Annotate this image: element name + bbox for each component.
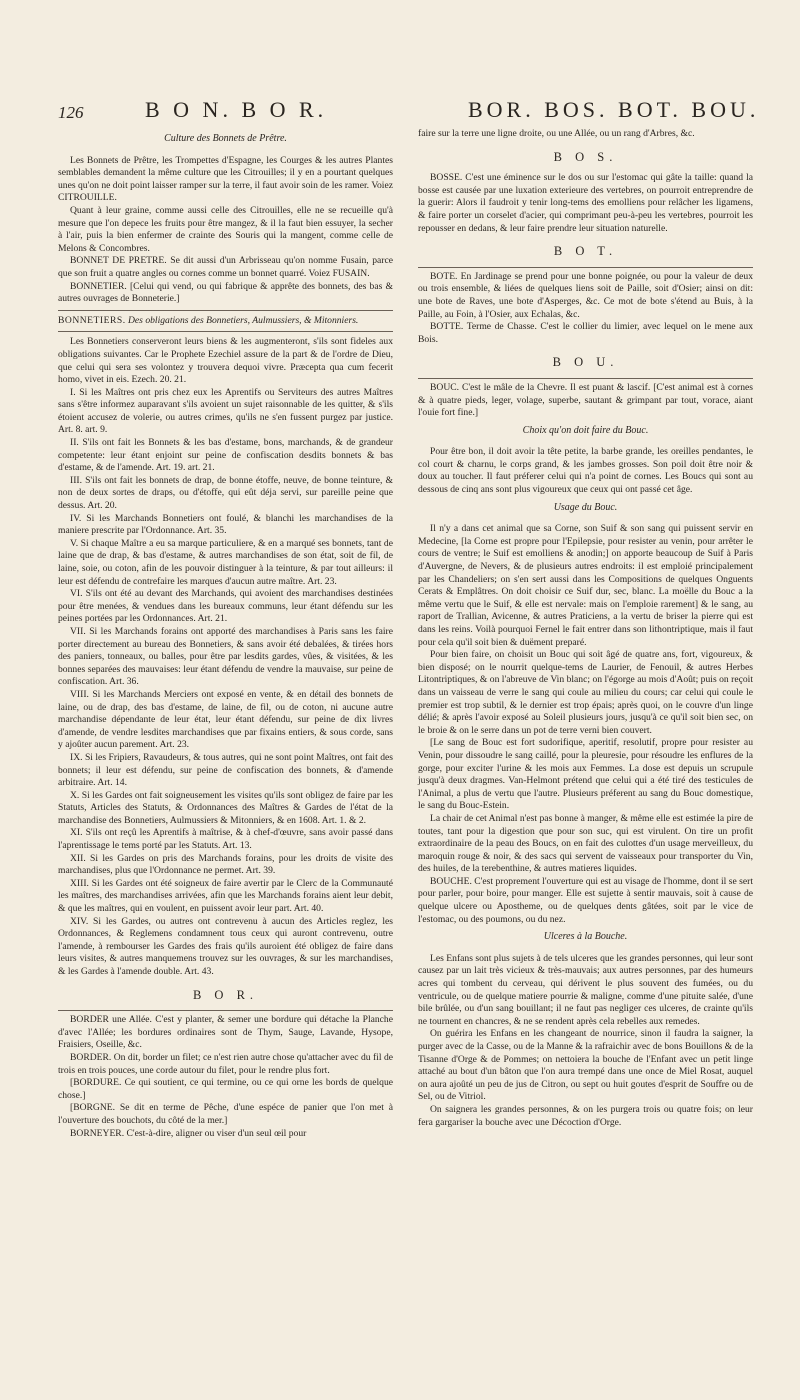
divider xyxy=(58,1010,393,1011)
subheading-ulceres: Ulceres à la Bouche. xyxy=(543,931,628,943)
paragraph: On saignera les grandes personnes, & on les purgera trois ou quatre fois; on leur fera gargariser la bouche avec une Décoction d'Orge. xyxy=(418,1103,753,1128)
paragraph: [BORGNE. Se dit en terme de Pêche, d'une espéce de panier que l'on met à l'ouverture des bouchots, du côté de la mer.] xyxy=(58,1102,393,1126)
heading-bonnetiers-word: BONNETIERS. xyxy=(58,314,126,326)
subheading-choix: Choix qu'on doit faire du Bouc. xyxy=(522,424,649,436)
heading-bonnetiers-italic: Des obligations des Bonnetiers, Aulmussiers, & Mitonniers. xyxy=(128,314,359,326)
section-bot: B O T. xyxy=(553,244,618,259)
article: XII. Si les Gardes on pris des Marchands forains, pour les droits de visite des marchandises, plus que l'Ordonnance ne permet. Art. 39. xyxy=(58,852,393,877)
article: XIV. Si les Gardes, ou autres ont contrevenu à aucun des Articles reglez, les Ordonnances, & Reglemens condamnent tous ceux qui auront contrevenu, outre l'amende, à rembourser les Gardes des frais qu'ils auroient été obligez de faire dans leurs visites, & autres manquemens trouvez sur les ouvrages, & sur les marchandises, & les Gardes à l'amende double. Art. 43. xyxy=(58,915,393,977)
article: II. S'ils ont fait les Bonnets & les bas d'estame, bons, marchands, & de grandeur competente: leur étant enjoint sur peine de confiscation desdits bonnets & bas d'estame, & de l'amende. Art. 19. art. 21. xyxy=(58,437,393,474)
article: V. Si chaque Maître a eu sa marque particuliere, & en a marqué ses bonnets, tant de laine que de drap, & bas d'estame, & autres marchandises de son état, soit de fil, de laine, soie, ou coton, afin de les pouvoir distinguer à la teinture, & par tout ailleurs: il leur est défendu de contrefaire les marques d'aucun autre maître. Art. 23. xyxy=(58,537,393,587)
subheading-culture: Culture des Bonnets de Prêtre. xyxy=(164,133,287,144)
article: VIII. Si les Marchands Merciers ont exposé en vente, & en détail des bonnets de laine, ou de drap, des bas d'estame, de laine, de fil, ou de coton, ni aucune autre marchandise dépendante de leur état, leur étant défendu, sur peine de dix livres d'amende, de vendre lesdites marchandises que par fixains entiers, & sous corde, sans y ajoûter aucun parement. Art. 23. xyxy=(58,688,393,751)
right-column xyxy=(418,128,753,1129)
paragraph: Les Bonnets de Prêtre, les Trompettes d'Espagne, les Courges & les autres Plantes semblables demandent la même culture que les Citrouilles; il y en a pourtant quelques unes qu'on ne doit point laisser ramper sur la terre, il faut avoir soin de les ramer. Voiez CITROUILLE. xyxy=(58,154,393,204)
article: VI. S'ils ont été au devant des Marchands, qui avoient des marchandises destinées pour être menées, & vendues dans les bureaux communs, leur étant défendu sur les peines portées par les Ordonnances. Art. 21. xyxy=(58,588,393,625)
paragraph: BOUCHE. C'est proprement l'ouverture qui est au visage de l'homme, dont il se sert pour parler, pour boire, pour manger. Elle est sujette à sentir mauvais, soit à cause de quelque ulcere ou Apostheme, ou de quelques dents gâtées, soit par le vice de l'estomac, ou des poumons, ou du nez. xyxy=(418,875,753,925)
paragraph: Pour bien faire, on choisit un Bouc qui soit âgé de quatre ans, fort, vigoureux, & bien disposé; on le nourrit quelque-tems de Laurier, de Fenouil, & autres Herbes Litontriptiques, & on l'abreuve de Vin blanc; on l'égorge au mois d'Août; puis on reçoit dans un vaisseau de verre le sang qui coule au milieu du cours; car celui qui coule le premier est trop subtil, & le dernier est trop épais; après quoi, on le couvre d'un linge délié; & après l'avoir exposé au Soleil plusieurs jours, jusqu'à ce qu'il soit bien sec, on le broie & on le serre dans un pot de terre verni bien couvert. xyxy=(418,649,753,736)
divider xyxy=(58,331,393,332)
paragraph: BOSSE. C'est une éminence sur le dos ou sur l'estomac qui gâte la taille: quand la bosse est causée par une luxation exterieure des vertebres, on pourroit entreprendre de la guerir: Alors il faudroit y tenir long-tems des emolliens pour relâcher les ligamens, & faire porter un corselet d'acier, qui comprimant peu-à-peu les vertebres, pourroit les repousser en dedans, & leur faire prendre leur situation naturelle. xyxy=(418,172,753,234)
paragraph: BORDER une Allée. C'est y planter, & semer une bordure qui détache la Planche d'avec l'Allée; les bordures ordinaires sont de Thym, Sauge, Lavande, Hysope, Fraisiers, Oseille, &c. xyxy=(58,1014,393,1051)
paragraph: BORDER. On dit, border un filet; ce n'est rien autre chose qu'attacher avec du fil de trois en trois pouces, une corde autour du filet, pour le rendre plus fort. xyxy=(58,1051,393,1076)
article: I. Si les Maîtres ont pris chez eux les Aprentifs ou Serviteurs des autres Maîtres sans s'être informez auparavant s'ils avoient un sujet raisonnable de les quitter, & s'ils étoient accusez de volerie, ou autres crimes, qu'ils ne s'en fussent purgez par justice. Art. 8. art. 9. xyxy=(58,386,393,436)
divider xyxy=(58,310,393,311)
paragraph: Quant à leur graine, comme aussi celle des Citrouilles, elle ne se recueille qu'à mesure que l'on depece les fruits pour être mangez, & il la faut bien essuyer, la secher à l'air, puis la bien enfermer de crainte des Souris qui la mangent, comme celle de Melons & Concombres. xyxy=(58,204,393,254)
article: IV. Si les Marchands Bonnetiers ont foulé, & blanchi les marchandises de la maniere prescrite par l'Ordonnance. Art. 35. xyxy=(58,512,393,537)
running-head-left: B O N. B O R. xyxy=(145,97,328,122)
paragraph: Il n'y a dans cet animal que sa Corne, son Suif & son sang qui puissent servir en Medecine, [la Corne est propre pour l'Epilepsie, pour resister au venin, pour arrêter le cours de ventre; le Suif est emolliens & anodin;] on apporte beaucoup de Suif à Paris d'Auvergne, de Nevers, & de plusieurs autres endroits: il est emploié principalement par les Chandeliers; on s'en sert aussi dans les Compositions de quelques Onguents Cerats & Emplâtres. On doit choisir ce Suif dur, sec, blanc. La moëlle du Bouc a la même vertu que le Suif, & elle est nervale: mais on l'emploie rarement] & le sang, au raport de Trallian, Avicenne, & autres Praticiens, a la vertu de briser la pierre qui est dans les reins. Voilà pourquoi Fernel le fait entrer dans son lithontriptique, mais il faut pour cela qu'il soit bien & duëment preparé. xyxy=(418,523,753,648)
article: VII. Si les Marchands forains ont apporté des marchandises à Paris sans les faire porter directement au bureau des Bonnetiers, & sans avoir été debalées, & tirées hors des paniers, tonneaux, ou balles, pour être par lesdits gardes, vûes, & visitées, & les bonnes separées des mauvaises: leur étant défendu de vendre la mauvaise, sur peine de confiscation. Art. 36. xyxy=(58,625,393,688)
paragraph: [BORDURE. Ce qui soutient, ce qui termine, ou ce qui orne les bords de quelque chose.] xyxy=(58,1077,393,1101)
article: III. S'ils ont fait les bonnets de drap, de bonne étoffe, neuve, de bonne teinture, & non de deux sortes de draps, ou d'étoffe, qui eût déja servi, sur pareille peine que dessus. Art. 20. xyxy=(58,474,393,512)
article: XIII. Si les Gardes ont été soigneux de faire avertir par le Clerc de la Communauté les maîtres, des marchandises arrivées, afin que les Marchands forains aient leur debit, & que les maîtres, qui en voulent, en puissent avoir leur part. Art. 40. xyxy=(58,877,393,915)
left-column xyxy=(58,128,393,1140)
subheading-usage: Usage du Bouc. xyxy=(553,501,618,513)
section-bou: B O U. xyxy=(552,355,619,370)
paragraph: BORNEYER. C'est-à-dire, aligner ou viser d'un seul œil pour xyxy=(70,1127,307,1139)
paragraph: BOUC. C'est le mâle de la Chevre. Il est puant & lascif. [C'est animal est à cornes & à quatre pieds, leger, volage, superbe, sautant & grimpant par tout, vorace, aiant l'ouie fort fine.] xyxy=(418,381,753,419)
paragraph: Pour être bon, il doit avoir la tête petite, la barbe grande, les oreilles pendantes, le col court & charnu, le corps grand, & les jambes grosses. Son poil doit être noir & doux au toucher. Il faut préferer celui qui n'a point de cornes. Les Boucs qui sont au dessous de cinq ans sont plus vigoureux que ceux qui ont passé cet âge. xyxy=(418,446,753,496)
running-head-right: BOR. BOS. BOT. BOU. xyxy=(468,97,760,122)
article: X. Si les Gardes ont fait soigneusement les visites qu'ils sont obligez de faire par les Statuts, Articles des Statuts, & Ordonnances des Maîtres & Gardes de l'état de la marchandise des Bonnetiers, Aulmussiers & Mitonniers, & en 1608. Art. 1. & 2. xyxy=(58,789,393,826)
paragraph: BONNETIER. [Celui qui vend, ou qui fabrique & apprête des bonnets, des bas & autres ouvrages de Bonneterie.] xyxy=(58,280,393,305)
divider xyxy=(418,267,753,268)
heading-bonnetiers xyxy=(58,315,393,328)
paragraph: Les Enfans sont plus sujets à de tels ulceres que les grandes personnes, qui leur sont causez par un lait très vicieux & très-mauvais; aux autres personnes, par des humeurs acres qui tombent du cerveau, qui dérivent le plus souvent des fumées, ou du ventricule, ou de quelque matiere pourrie & maligne, comme d'une pituite salée, d'une bile brûlée, ou d'un sang bouillant; il ne faut pas negliger ces ulceres, de crainte qu'ils ne tournent en chancres, & ne se rendent après cela rebelles aux remedes. xyxy=(418,952,753,1027)
paragraph: La chair de cet Animal n'est pas bonne à manger, & même elle est estimée la pire de toutes, tant pour la digestion que pour son suc, qui est virulent. On tire un profit extraordinaire de la peau des Boucs, on en fait des culottes d'un usage merveilleux, du maroquin rouge & noir, & des sacs qui servent de vaisseaux pour transporter du Vin, des huiles, de la terebenthine, & autres matieres liquides. xyxy=(418,812,753,875)
paragraph: BONNET DE PRETRE. Se dit aussi d'un Arbrisseau qu'on nomme Fusain, parce que son fruit a quatre angles ou cornes comme un bonnet quarré. Voiez FUSAIN. xyxy=(58,255,393,279)
paragraph-continued: faire sur la terre une ligne droite, ou une Allée, ou un rang d'Arbres, &c. xyxy=(418,128,695,139)
article: IX. Si les Fripiers, Ravaudeurs, & tous autres, qui ne sont point Maîtres, ont fait des bonnets; il leur est défendu, sur peine de confiscation des bonnets, & d'amende arbitraire. Art. 14. xyxy=(58,751,393,789)
section-bor: B O R. xyxy=(192,987,259,1002)
paragraph: BOTE. En Jardinage se prend pour une bonne poignée, ou pour la valeur de deux ou trois ensemble, & liées de quelques liens soit de Paille, soit d'Osier; ainsi on dit: une bote de Raves, une bote d'Asperges, &c. Ce mot de bote s'étend au Buis, à la Paille, au Foin, à l'Osier, aux Echalas, &c. xyxy=(418,270,753,320)
paragraph: BOTTE. Terme de Chasse. C'est le collier du limier, avec lequel on le mene aux Bois. xyxy=(418,321,753,345)
divider xyxy=(418,378,753,379)
paragraph: Les Bonnetiers conserveront leurs biens & les augmenteront, s'ils sont fideles aux obligations suivantes. Car le Prophete Ezechiel assure de la part & de l'ordre de Dieu, que celui qui sera ses volontez y trouvera dequoi vivre. Præcepta qua cum fecerit homo, vivet in eis. Ezech. 20. 21. xyxy=(58,336,393,386)
paragraph: On guérira les Enfans en les changeant de nourrice, sinon il faudra la saigner, la purger avec de la Casse, ou de la Manne & la rafraichir avec de bons Bouillons & de la Tisanne d'Orge & de Pommes; on nettoiera la bouche de l'Enfant avec un petit linge attaché au bout d'un bâton que l'on aura trempé dans une once de Miel Rosat, auquel on aura ajoûté un peu de jus de Citron, ou sept ou huit goutes d'esprit de Souffre ou de Sel, ou de Vitriol. xyxy=(418,1028,753,1103)
article: XI. S'ils ont reçû les Aprentifs à maîtrise, & à chef-d'œuvre, sans avoir passé dans l'aprentissage le tems porté par les Statuts. Art. 13. xyxy=(58,827,393,852)
page-number: 126 xyxy=(58,103,84,122)
paragraph: [Le sang de Bouc est fort sudorifique, aperitif, resolutif, propre pour resister au Venin, pour dissoudre le sang caillé, pour la pleuresie, pour résoudre les enflures de la gorge, pour exciter l'urine & les mois aux Femmes. La dose est depuis un scrupule jusqu'à deux dragmes. Van-Helmont prétend que celui qui a été tiré des testicules de l'Animal, a plus de vertu que l'autre. Plusieurs préferent au sang du Bouc domestique, le sang du Bouc-Estein. xyxy=(418,737,753,812)
section-bos: B O S. xyxy=(553,149,618,164)
